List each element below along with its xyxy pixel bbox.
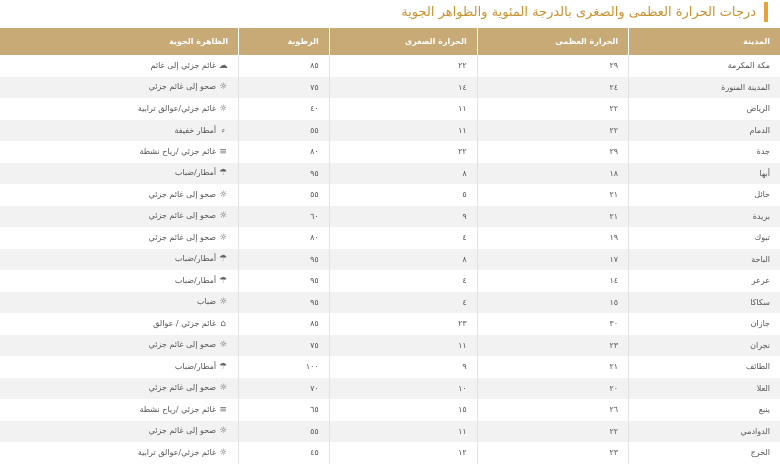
cell-weather [0, 378, 239, 400]
weather-label: أمطار/ضباب [174, 361, 217, 371]
page-title: درجات الحرارة العظمى والصغرى بالدرجة المئوية والظواهر الجوية [401, 4, 756, 20]
sun-icon: ☼ [219, 340, 228, 351]
weather-label: غائم جزئي/عوالق ترابية [137, 447, 217, 457]
cell-min-temp: ٤ [329, 292, 477, 314]
cell-weather [0, 421, 239, 443]
table-row [0, 55, 780, 77]
weather-label: صحو إلى غائم جزئي [148, 340, 217, 350]
wind-icon: ≡ [219, 404, 227, 415]
light-rain-icon: ⸗ [221, 125, 225, 136]
cell-max-temp: ٢١ [477, 184, 628, 206]
cell-min-temp: ٥ [329, 184, 477, 206]
cell-city: الدوادمي [629, 421, 780, 443]
cell-max-temp: ٢٤ [477, 77, 628, 99]
cell-max-temp: ٢٦ [477, 399, 628, 421]
table-row [0, 227, 780, 249]
cell-weather [0, 163, 239, 185]
sun-icon: ☼ [219, 189, 228, 200]
header-weather: الظاهرة الجوية [0, 28, 239, 55]
cell-min-temp: ١٤ [329, 77, 477, 99]
cell-weather [0, 141, 239, 163]
weather-label: صحو إلى غائم جزئي [148, 189, 217, 199]
table-row [0, 141, 780, 163]
cell-city: حائل [629, 184, 780, 206]
rain-cloud-icon: ☂ [219, 275, 228, 286]
cell-weather [0, 399, 239, 421]
cell-humidity: ٤٥ [239, 442, 330, 464]
cell-max-temp: ٢٢ [477, 98, 628, 120]
table-row [0, 292, 780, 314]
cell-max-temp: ٢١ [477, 206, 628, 228]
table-row [0, 442, 780, 464]
table-row [0, 98, 780, 120]
title-accent-bar [764, 2, 768, 22]
cell-min-temp: ٢٢ [329, 141, 477, 163]
cell-humidity: ٩٥ [239, 270, 330, 292]
cell-city: نجران [629, 335, 780, 357]
cell-city: العلا [629, 378, 780, 400]
table-row [0, 270, 780, 292]
weather-label: غائم جزئي / عوالق [153, 318, 217, 328]
cell-weather [0, 270, 239, 292]
cell-city: الرياض [629, 98, 780, 120]
table-row [0, 399, 780, 421]
table-row [0, 206, 780, 228]
weather-label: صحو إلى غائم جزئي [148, 426, 217, 436]
cell-humidity: ٧٠ [239, 378, 330, 400]
cell-humidity: ٩٥ [239, 249, 330, 271]
header-max-temp: الحرارة العظمى [477, 28, 628, 55]
table-row [0, 249, 780, 271]
cell-city: عرعر [629, 270, 780, 292]
cell-city: الباحة [629, 249, 780, 271]
sun-icon: ☼ [219, 426, 228, 437]
sun-icon: ☼ [219, 82, 228, 93]
header-humidity: الرطوبة [239, 28, 330, 55]
cell-max-temp: ١٥ [477, 292, 628, 314]
cell-min-temp: ٤ [329, 227, 477, 249]
cell-weather [0, 313, 239, 335]
cell-city: جدة [629, 141, 780, 163]
cell-max-temp: ٢٢ [477, 120, 628, 142]
sun-dust-icon: ☼ [219, 103, 228, 114]
sun-icon: ☼ [219, 211, 228, 222]
cell-min-temp: ٨ [329, 249, 477, 271]
table-row [0, 335, 780, 357]
cell-min-temp: ٢٢ [329, 55, 477, 77]
cell-min-temp: ١٢ [329, 442, 477, 464]
weather-label: أمطار/ضباب [174, 254, 217, 264]
cell-humidity: ٩٥ [239, 292, 330, 314]
table-row [0, 356, 780, 378]
cell-max-temp: ٢٩ [477, 55, 628, 77]
cell-weather [0, 120, 239, 142]
cell-min-temp: ٩ [329, 356, 477, 378]
cell-min-temp: ١١ [329, 120, 477, 142]
weather-label: صحو إلى غائم جزئي [148, 383, 217, 393]
cell-min-temp: ٩ [329, 206, 477, 228]
cell-min-temp: ٨ [329, 163, 477, 185]
table-row [0, 120, 780, 142]
cell-city: مكة المكرمة [629, 55, 780, 77]
weather-label: غائم جزئي/عوالق ترابية [137, 103, 217, 113]
sun-dust-icon: ☼ [219, 447, 228, 458]
cell-humidity: ٦٥ [239, 399, 330, 421]
weather-label: صحو إلى غائم جزئي [148, 211, 217, 221]
cell-city: بريدة [629, 206, 780, 228]
cell-weather [0, 206, 239, 228]
cell-humidity: ٨٠ [239, 141, 330, 163]
table-header-row [0, 28, 780, 55]
cell-humidity: ١٠٠ [239, 356, 330, 378]
cell-max-temp: ٢٩ [477, 141, 628, 163]
cell-weather [0, 98, 239, 120]
cell-weather [0, 335, 239, 357]
weather-label: أمطار/ضباب [174, 275, 217, 285]
cell-min-temp: ١٥ [329, 399, 477, 421]
weather-label: صحو إلى غائم جزئي [148, 82, 217, 92]
cell-city: أبها [629, 163, 780, 185]
cell-humidity: ٨٠ [239, 227, 330, 249]
rain-cloud-icon: ☂ [219, 168, 228, 179]
cloud-icon: ☁ [218, 60, 228, 71]
section-title [401, 0, 780, 24]
cell-max-temp: ٢٢ [477, 421, 628, 443]
cell-humidity: ٧٥ [239, 335, 330, 357]
cloud-dust-icon: ⌂ [220, 318, 226, 329]
cell-city: الدمام [629, 120, 780, 142]
cell-city: جازان [629, 313, 780, 335]
cell-weather [0, 184, 239, 206]
cell-weather [0, 356, 239, 378]
table-row [0, 163, 780, 185]
wind-icon: ≡ [219, 146, 227, 157]
cell-max-temp: ٢١ [477, 356, 628, 378]
weather-label: ضباب [196, 297, 217, 307]
cell-min-temp: ٢٣ [329, 313, 477, 335]
cell-max-temp: ٣٠ [477, 313, 628, 335]
cell-humidity: ٤٠ [239, 98, 330, 120]
cell-min-temp: ٤ [329, 270, 477, 292]
rain-cloud-icon: ☂ [219, 361, 228, 372]
weather-label: غائم جزئي /رياح نشطة [139, 404, 217, 414]
cell-city: ينبع [629, 399, 780, 421]
cell-min-temp: ١١ [329, 421, 477, 443]
rain-cloud-icon: ☂ [219, 254, 228, 265]
cell-max-temp: ١٩ [477, 227, 628, 249]
cell-city: الطائف [629, 356, 780, 378]
cell-min-temp: ١١ [329, 98, 477, 120]
cell-city: الخرج [629, 442, 780, 464]
cell-humidity: ٧٥ [239, 77, 330, 99]
cell-max-temp: ٢٠ [477, 378, 628, 400]
cell-weather [0, 55, 239, 77]
cell-humidity: ٩٥ [239, 163, 330, 185]
cell-weather [0, 249, 239, 271]
cell-humidity: ٥٥ [239, 120, 330, 142]
table-row [0, 184, 780, 206]
cell-max-temp: ١٨ [477, 163, 628, 185]
cell-max-temp: ١٤ [477, 270, 628, 292]
cell-weather [0, 227, 239, 249]
fog-icon: ☼ [219, 297, 228, 308]
weather-label: صحو إلى غائم جزئي [148, 232, 217, 242]
table-row [0, 313, 780, 335]
cell-city: المدينة المنورة [629, 77, 780, 99]
cell-min-temp: ١١ [329, 335, 477, 357]
cell-humidity: ٥٥ [239, 421, 330, 443]
cell-min-temp: ١٠ [329, 378, 477, 400]
header-min-temp: الحرارة الصغرى [329, 28, 477, 55]
weather-label: أمطار خفيفة [174, 125, 217, 135]
table-row [0, 421, 780, 443]
cell-city: تبوك [629, 227, 780, 249]
weather-label: غائم جزئي /رياح نشطة [139, 146, 217, 156]
cell-humidity: ٨٥ [239, 55, 330, 77]
sun-icon: ☼ [219, 232, 228, 243]
cell-humidity: ٦٠ [239, 206, 330, 228]
table-body [0, 55, 780, 464]
cell-humidity: ٥٥ [239, 184, 330, 206]
cell-max-temp: ٢٣ [477, 442, 628, 464]
cell-weather [0, 77, 239, 99]
cell-weather [0, 292, 239, 314]
cell-max-temp: ٢٣ [477, 335, 628, 357]
table-row [0, 77, 780, 99]
cell-city: سكاكا [629, 292, 780, 314]
weather-label: أمطار/ضباب [174, 168, 217, 178]
cell-humidity: ٨٥ [239, 313, 330, 335]
weather-label: غائم جزئي إلى غائم [150, 60, 217, 70]
cell-weather [0, 442, 239, 464]
cell-max-temp: ١٧ [477, 249, 628, 271]
table-row [0, 378, 780, 400]
header-city: المدينة [629, 28, 780, 55]
weather-table [0, 28, 780, 464]
sun-icon: ☼ [219, 383, 228, 394]
